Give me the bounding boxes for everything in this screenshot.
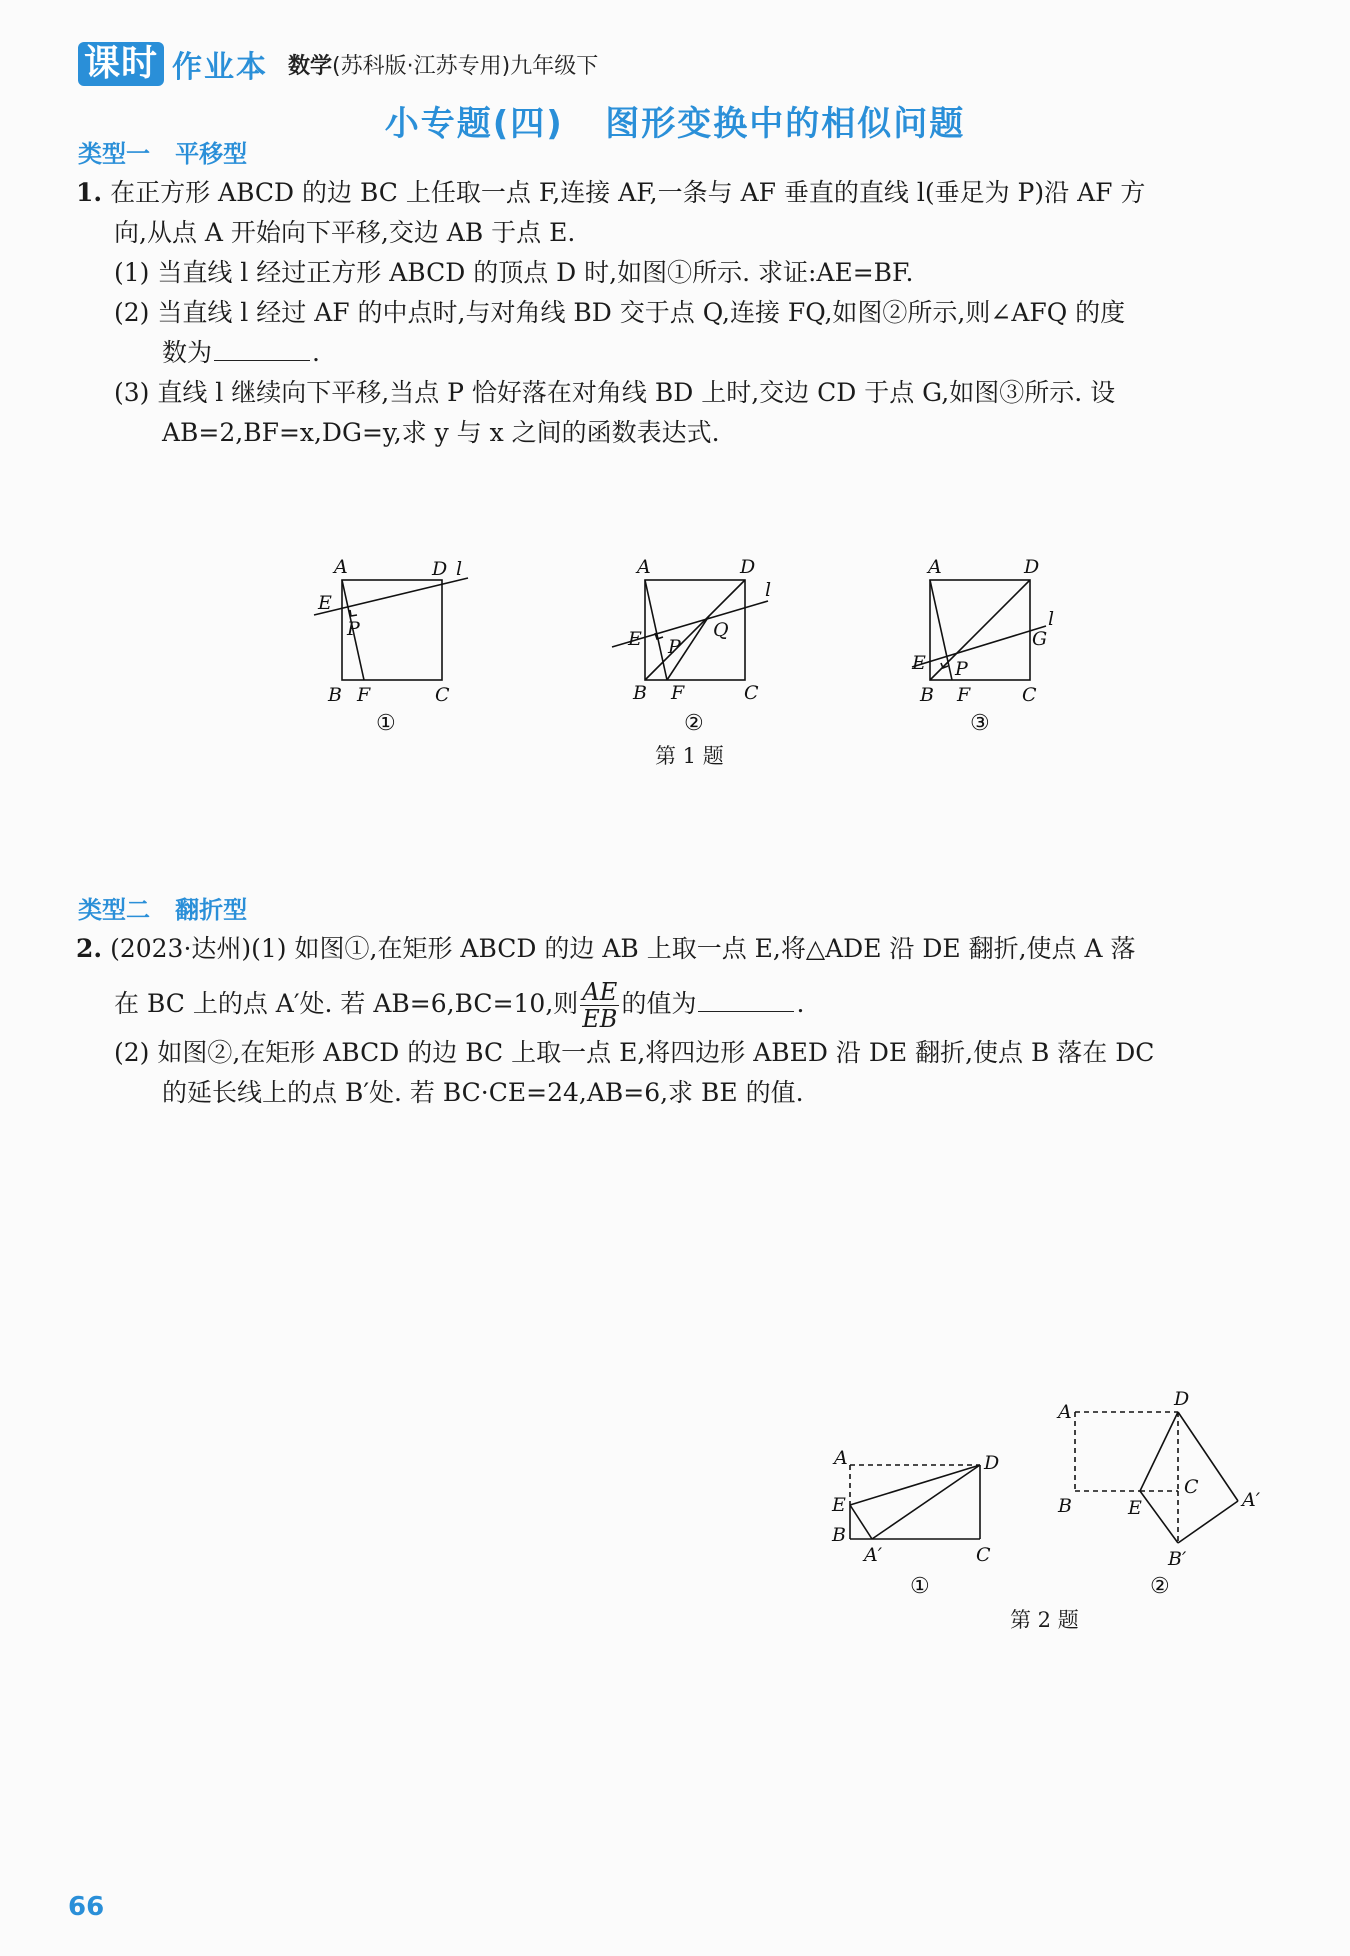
- fraction-AE-EB: [580, 979, 619, 1032]
- fig1-label-D: D: [432, 558, 448, 580]
- q2-line1: [76, 934, 1135, 964]
- fig2-segment-DE: [1140, 1412, 1178, 1491]
- fig2-diagonal-BD: [645, 580, 745, 680]
- q1-stem-2: 向,从点 A 开始向下平移,交边 AB 于点 E.: [114, 218, 576, 247]
- q2-fig1-number: ①: [910, 1574, 930, 1599]
- fig2-label-E: E: [628, 628, 642, 650]
- fig2-segment-B-prime-A-prime: [1178, 1501, 1238, 1543]
- q2-fig1-label-E: E: [832, 1494, 846, 1516]
- q2-figure-caption: 第 2 题: [1010, 1608, 1079, 1632]
- q2-fig1-label-C: C: [976, 1544, 991, 1566]
- q1-figures: [300, 555, 1080, 755]
- fraction-denominator: EB: [582, 1005, 618, 1033]
- fig2-label-C: C: [744, 682, 759, 704]
- fig2-label-F: F: [671, 682, 685, 704]
- fig1-label-B: B: [328, 684, 342, 706]
- fig2-label-l: l: [765, 579, 772, 601]
- q1-stem-1: 在正方形 ABCD 的边 BC 上任取一点 F,连接 AF,一条与 AF 垂直的直线 l(垂足为 P)沿 AF 方: [110, 178, 1146, 207]
- fig2-segment-EB-prime: [1140, 1491, 1178, 1543]
- q1-number: 1.: [76, 178, 103, 207]
- fig1-label-C: C: [435, 684, 450, 706]
- fig1-segment-A-prime-D: [872, 1465, 980, 1539]
- fig1-label-l: l: [456, 558, 463, 580]
- logo-suffix: 作业本: [172, 50, 269, 85]
- q2-fig2-label-A-prime: A′: [1242, 1489, 1261, 1511]
- q2-part2-line1: (2) 如图②,在矩形 ABCD 的边 BC 上取一点 E,将四边形 ABED 沿 DE 翻折,使点 B 落在 DC: [114, 1038, 1155, 1067]
- q1-part3-line1: (3) 直线 l 继续向下平移,当点 P 恰好落在对角线 BD 上时,交边 CD 于点 G,如图③所示. 设: [114, 378, 1116, 407]
- q2-fig2-label-E: E: [1128, 1497, 1142, 1519]
- fig3-label-F: F: [957, 684, 971, 706]
- q2-fig2-number: ②: [1150, 1574, 1170, 1599]
- fig1-line-l: [314, 578, 468, 615]
- q2-line2: [114, 974, 804, 1034]
- fig1-label-P: P: [347, 618, 360, 640]
- fig3-label-E: E: [912, 652, 926, 674]
- q1-figure-caption: 第 1 题: [655, 744, 724, 768]
- fig1-number: ①: [376, 711, 396, 736]
- q1-part2-line1: (2) 当直线 l 经过 AF 的中点时,与对角线 BD 交于点 Q,连接 FQ,如图②所示,则∠AFQ 的度: [114, 298, 1126, 327]
- q1-part1: (1) 当直线 l 经过正方形 ABCD 的顶点 D 时,如图①所示. 求证:AE=BF.: [114, 258, 914, 287]
- q2-part2-line2: 的延长线上的点 B′处. 若 BC·CE=24,AB=6,求 BE 的值.: [162, 1078, 804, 1107]
- edition: (苏科版·江苏专用)九年级下: [332, 53, 599, 79]
- subject: 数学: [288, 53, 333, 79]
- q2-fig2-label-D: D: [1174, 1388, 1190, 1410]
- page-number: 66: [68, 1892, 105, 1922]
- q2-fig1-label-A: A: [834, 1447, 848, 1469]
- header: [78, 38, 598, 90]
- fig3-label-l: l: [1048, 608, 1055, 630]
- q1-part3-line2: AB=2,BF=x,DG=y,求 y 与 x 之间的函数表达式.: [162, 418, 720, 447]
- fig3-label-D: D: [1024, 556, 1040, 578]
- section-heading-2: 类型二 翻折型: [78, 896, 248, 924]
- fig3-diagonal-BD: [930, 580, 1030, 680]
- answer-blank-2[interactable]: [698, 989, 794, 1012]
- q2-stem-2: 在 BC 上的点 A′处. 若 AB=6,BC=10,则: [114, 989, 579, 1018]
- fig3-label-B: B: [920, 684, 934, 706]
- q2-stem-1: (2023·达州)(1) 如图①,在矩形 ABCD 的边 AB 上取一点 E,将△ADE 沿 DE 翻折,使点 A 落: [110, 934, 1136, 963]
- q2-fig2-label-B-prime: B′: [1168, 1548, 1187, 1570]
- fig2-label-A: A: [637, 556, 651, 578]
- q2-fig2-label-B: B: [1058, 1495, 1072, 1517]
- book-info: [288, 49, 598, 80]
- fig3-number: ③: [970, 711, 990, 736]
- fig1-label-A: A: [334, 556, 348, 578]
- fraction-numerator: AE: [580, 979, 619, 1006]
- fig2-label-Q: Q: [713, 619, 729, 641]
- fig1-segment-ED: [850, 1465, 980, 1505]
- fig2-label-D: D: [740, 556, 756, 578]
- q2-fig1-label-D: D: [984, 1452, 1000, 1474]
- fig3-label-G: G: [1032, 628, 1048, 650]
- q2-fig2-label-C: C: [1184, 1476, 1199, 1498]
- fig2-label-B: B: [633, 682, 647, 704]
- fig1-label-E: E: [318, 592, 332, 614]
- logo-main: 课时: [78, 42, 164, 86]
- page-title: 小专题(四) 图形变换中的相似问题: [384, 104, 966, 144]
- fig3-label-A: A: [928, 556, 942, 578]
- fig2-label-P: P: [668, 636, 681, 658]
- q2-stem-2-end: .: [796, 989, 805, 1018]
- fig1-label-F: F: [357, 684, 371, 706]
- q2-stem-2-post: 的值为: [621, 989, 697, 1018]
- fig3-label-C: C: [1022, 684, 1037, 706]
- q2-number: 2.: [76, 934, 103, 963]
- fig2-segment-AF: [645, 580, 667, 680]
- q1-part2-end: .: [312, 338, 320, 367]
- logo: [78, 42, 268, 86]
- answer-blank-1[interactable]: [214, 338, 310, 361]
- q1-part2-line2: [162, 338, 320, 368]
- section-heading-1: 类型一 平移型: [78, 140, 248, 168]
- q1-line1: [76, 178, 1145, 208]
- q2-fig1-label-A-prime: A′: [864, 1544, 883, 1566]
- fig2-number: ②: [684, 711, 704, 736]
- q1-part2-text: 数为: [162, 338, 213, 367]
- fig3-line-l: [912, 626, 1046, 667]
- q2-fig1-label-B: B: [832, 1524, 846, 1546]
- fig1-right-angle: [350, 610, 357, 616]
- q2-fig2-label-A: A: [1058, 1401, 1072, 1423]
- q2-figures: [820, 1385, 1270, 1615]
- fig3-label-P: P: [955, 658, 968, 680]
- fig1-segment-EA-prime: [850, 1505, 872, 1539]
